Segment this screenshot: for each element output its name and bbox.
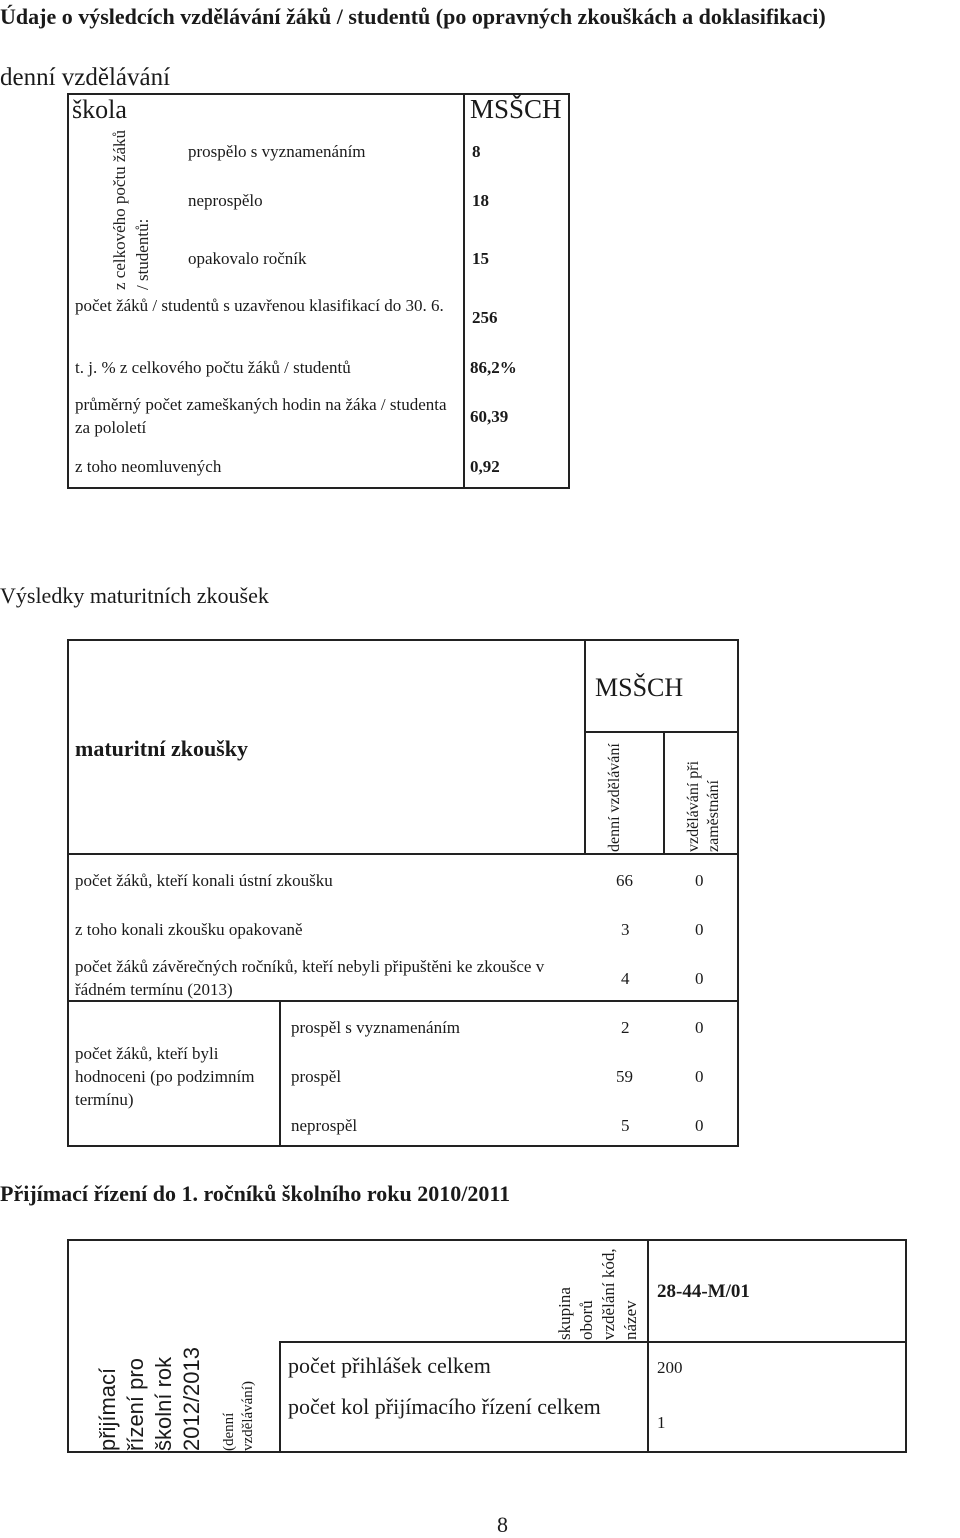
page-number: 8 <box>497 1512 508 1537</box>
exam-school: MSŠCH <box>595 673 684 702</box>
row-value-failed: 18 <box>472 191 489 210</box>
unexcused-value: 0,92 <box>470 457 500 476</box>
row-label-repeated: opakovalo ročník <box>188 249 307 268</box>
page-heading: Údaje o výsledcích vzdělávání žáků / studentů (po opravných zkouškách a doklasifikaci) <box>0 4 826 29</box>
exam-group-failed-label: neprospěl <box>291 1116 358 1135</box>
exam-group-passed-v1: 59 <box>616 1067 633 1086</box>
row-value-repeated: 15 <box>472 249 489 268</box>
row-label-honors: prospělo s vyznamenáním <box>188 142 366 161</box>
row-value-honors: 8 <box>472 142 481 161</box>
admission-vertical-main: přijímací řízení pro školní rok 2012/2013 <box>95 1347 204 1451</box>
exam-group-failed-v2: 0 <box>695 1116 704 1135</box>
exam-group-honors-label: prospěl s vyznamenáním <box>291 1018 461 1037</box>
admission-code: 28-44-M/01 <box>657 1281 750 1302</box>
exam-row-oral-v2: 0 <box>695 871 704 890</box>
percent-value: 86,2% <box>470 358 517 377</box>
exam-group-honors-v1: 2 <box>621 1018 630 1037</box>
exam-row-oral-v1: 66 <box>616 871 633 890</box>
exam-group-passed-v2: 0 <box>695 1067 704 1086</box>
exam-row-oral-label: počet žáků, kteří konali ústní zkoušku <box>75 871 333 890</box>
admission-row-applications-value: 200 <box>657 1358 683 1377</box>
percent-label: t. j. % z celkového počtu žáků / studentů <box>75 358 351 377</box>
exam-group-passed-label: prospěl <box>291 1067 342 1086</box>
exam-col-day: denní vzdělávání <box>606 743 623 852</box>
admission-row-rounds-label: počet kol přijímacího řízení celkem <box>288 1394 601 1419</box>
exam-header-label: maturitní zkoušky <box>75 736 248 761</box>
absence-value: 60,39 <box>470 407 509 426</box>
exam-row-notadmitted-v2: 0 <box>695 969 704 988</box>
total-label: počet žáků / studentů s uzavřenou klasifikací do 30. 6. <box>75 296 444 315</box>
total-value: 256 <box>472 308 498 327</box>
school-value: MSŠCH <box>470 94 562 124</box>
exam-col-work: vzdělávání při zaměstnání <box>685 760 722 852</box>
exam-row-notadmitted-label: počet žáků závěrečných ročníků, kteří nebyli připuštěni ke zkoušce v řádném termínu (2013) <box>75 957 545 999</box>
exam-row-repeat-v2: 0 <box>695 920 704 939</box>
exam-group-label: počet žáků, kteří byli hodnoceni (po podzimním termínu) <box>75 1044 255 1109</box>
exam-row-repeat-v1: 3 <box>621 920 630 939</box>
section3-title: Přijímací řízení do 1. ročníků školního roku 2010/2011 <box>0 1181 511 1206</box>
exam-group-failed-v1: 5 <box>621 1116 630 1135</box>
admission-row-rounds-value: 1 <box>657 1413 666 1432</box>
admission-vertical-sub: (denní vzdělávání) <box>221 1381 256 1451</box>
section1-subtitle: denní vzdělávání <box>0 64 171 91</box>
unexcused-label: z toho neomluvených <box>75 457 222 476</box>
row-label-failed: neprospělo <box>188 191 263 210</box>
school-label: škola <box>72 95 127 124</box>
absence-label: průměrný počet zameškaných hodin na žáka / studenta za pololetí <box>75 395 447 437</box>
exam-row-repeat-label: z toho konali zkoušku opakovaně <box>75 920 303 939</box>
admission-col-label: skupina oborů vzdělání kód, název <box>555 1248 640 1340</box>
section2-title: Výsledky maturitních zkoušek <box>0 583 269 608</box>
section1-vertical-label: z celkového počtu žáků / studentů: <box>110 129 152 290</box>
exam-group-honors-v2: 0 <box>695 1018 704 1037</box>
exam-row-notadmitted-v1: 4 <box>621 969 630 988</box>
admission-row-applications-label: počet přihlášek celkem <box>288 1353 491 1378</box>
